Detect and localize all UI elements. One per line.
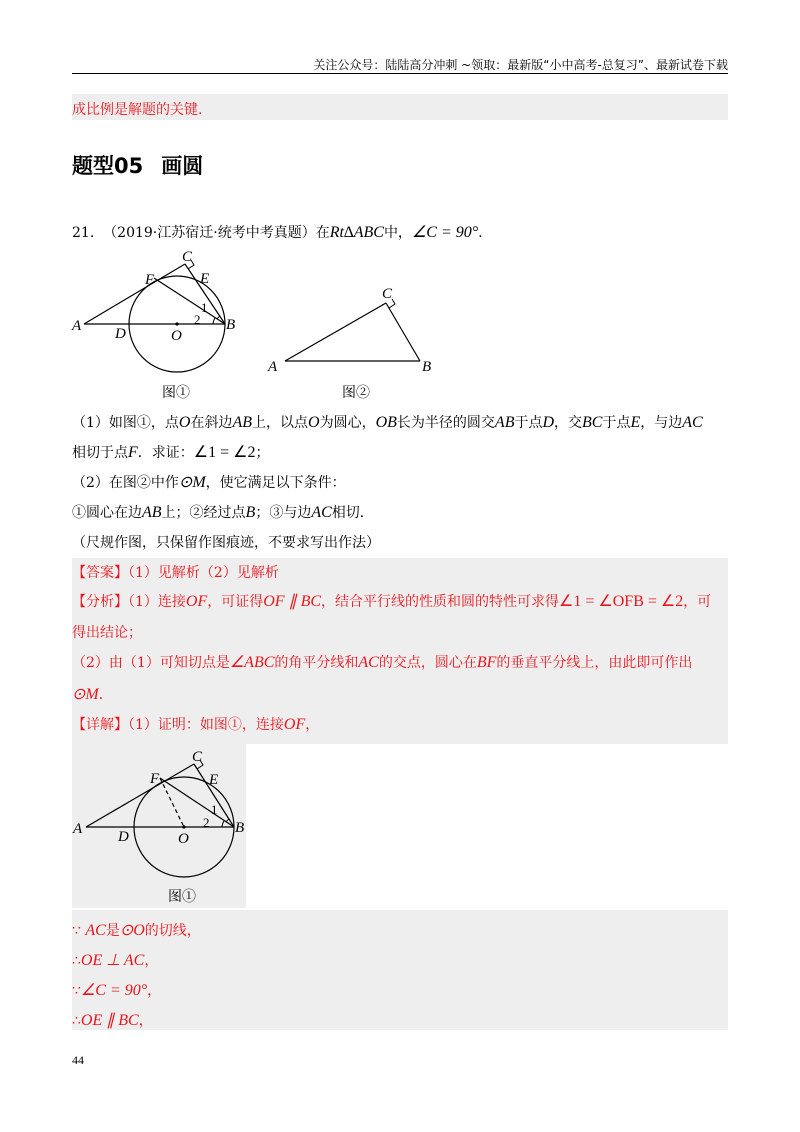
problem-mid: 中， [383,225,412,241]
q2-text: ，使它满足以下条件： [205,475,346,491]
q1-text: 上，以点 [252,415,309,431]
q1-math: OB [375,414,397,431]
step-symbol: ∴ [72,953,81,969]
fig1-label-E: E [200,271,210,287]
q1-text: 长为半径的圆交 [396,415,495,431]
q1-text: 于点 [602,415,631,431]
section-heading [72,150,203,180]
step-text: ， [138,1013,153,1029]
analysis-text: 的交点，圆心在 [378,655,477,671]
q1-math: AB [494,414,515,431]
copy-label-1: 1 [211,802,218,817]
question-1-line-1 [72,412,703,432]
q1-text: 于点 [514,415,543,431]
copy-label-E: E [209,772,219,788]
triangle-name: Rt∆ABC [329,224,384,241]
step-text: ， [144,953,159,969]
q2-math: AB [142,504,162,521]
q1-math: F [128,444,138,461]
step-math: ∠C = 90° [80,982,148,999]
detail-tag: 【详解】 [72,717,128,733]
step-line [72,1010,153,1030]
analysis-math: OF ∥ BC [263,593,322,610]
analysis-text: ，可证得 [207,594,264,610]
fig1-caption: 图① [162,386,190,401]
q1-text: 在斜边 [190,415,233,431]
q2-text: ；③与边 [255,505,312,521]
analysis-line-2: 得出结论； [72,625,142,641]
q1-text: ．求证： [137,445,194,461]
q1-text: ，与边 [640,415,683,431]
q1-math: ∠1 = ∠2 [193,444,256,461]
problem-end: . [478,225,483,241]
fig1-label-1: 1 [201,300,208,315]
q1-math: E [630,414,641,431]
analysis-math: OF [185,593,208,610]
fig1-label-A: A [72,318,82,334]
answer-tag: 【答案】 [72,565,128,581]
analysis-math: ⊙M [72,686,99,703]
analysis-text: （1）连接 [128,594,186,610]
step-symbol: ∵ [72,923,86,939]
analysis-text: 的角平分线和 [274,655,359,671]
q1-math: O [308,414,320,431]
fig1-label-D: D [115,326,126,342]
detail-math: OF [283,716,306,733]
fig1-label-O: O [171,328,182,344]
step-text: ， [147,983,162,999]
q1-text: ； [255,445,270,461]
fig1-label-C: C [182,249,193,265]
q2-text: （2）在图②中作 [72,475,179,491]
q2-math: ⊙M [178,474,206,491]
fig1-label-2: 2 [194,312,201,327]
q2-text: 上；②经过点 [161,505,246,521]
copy-label-O: O [178,831,189,847]
step-line [72,950,158,970]
fig1-label-B: B [226,317,236,333]
step-text: 的切线， [144,923,201,939]
step-math: AC [85,922,106,939]
question-2-line-1 [72,472,346,492]
copy-label-F: F [150,771,160,787]
section-label: 题型05 [72,154,144,178]
figure-2 [262,280,452,406]
copy-label-A: A [73,821,83,837]
step-line [72,980,161,1000]
analysis-tag: 【分析】 [72,594,128,610]
q1-text: （1）如图①，点 [72,415,179,431]
header-rule [72,73,728,74]
figure-1 [70,245,260,405]
section-title: 画圆 [161,154,204,178]
problem-statement [72,222,483,242]
q1-math: D [542,414,555,431]
copy-caption: 图① [168,890,196,905]
analysis-text: ，结合平行线的性质和圆的特性可求得 [321,594,560,610]
step-math: OE ∥ BC [80,1012,139,1029]
step-line [72,920,201,940]
q1-math: O [178,414,191,431]
fig1-label-F: F [145,272,155,288]
answer-text: （1）见解析（2）见解析 [128,565,279,581]
step-symbol: ∵ [72,983,81,999]
fig2-label-B: B [422,359,432,375]
copy-label-D: D [118,829,129,845]
fig2-caption: 图② [342,386,370,401]
analysis-math: ∠1 = ∠OFB = ∠2 [559,593,684,610]
fig2-label-A: A [268,359,278,375]
step-math: ⊙O [119,922,145,939]
analysis-math: AC [358,654,379,671]
q2-math: AC [311,504,332,521]
step-text: 是 [105,923,120,939]
copy-label-C: C [192,749,203,765]
q1-text: ，交 [554,415,583,431]
question-1-line-2 [72,442,270,462]
step-symbol: ∴ [72,1013,81,1029]
q1-math: AB [232,414,253,431]
fig2-label-C: C [382,286,393,302]
q1-text: 相切于点 [72,445,128,461]
analysis-text: （2）由（1）可知切点是 [72,655,230,671]
q2-text: ①圆心在边 [72,505,142,521]
problem-source: （2019·江苏宿迁·统考中考真题）在 [103,225,330,241]
analysis-text: ． [98,687,113,703]
analysis-math: ∠ABC [229,654,275,671]
right-angle: ∠C = 90° [411,224,479,241]
q1-text: 为圆心， [319,415,376,431]
question-2-line-2 [72,502,374,522]
step-math: OE ⊥ AC [80,952,145,969]
analysis-line-1 [72,591,711,611]
q2-text: 相切． [331,505,374,521]
intro-line: 成比例是解题的关键. [72,102,203,118]
q2-math: B [245,504,256,521]
question-2-line-3: （尺规作图，只保留作图痕迹，不要求写出作法） [72,535,380,551]
analysis-text: 的垂直平分线上，由此即可作出 [496,655,693,671]
analysis-line-3 [72,652,692,672]
page-number: 44 [72,1053,84,1067]
detail-text: ， [305,717,320,733]
figure-1-copy [72,744,246,908]
copy-label-2: 2 [203,815,210,830]
analysis-line-4 [72,684,113,704]
analysis-math: BF [476,654,497,671]
copy-label-B: B [235,820,245,836]
q1-math: BC [582,414,603,431]
analysis-text: ，可 [683,594,712,610]
page-header: 关注公众号：陆陆高分冲刺 ~领取：最新版“小中高考-总复习”、最新试卷下载 [313,58,728,72]
answer-line [72,562,279,582]
detail-line [72,714,319,734]
problem-number: 21. [72,225,95,241]
detail-text: （1）证明：如图①，连接 [128,717,284,733]
q1-math: AC [682,414,703,431]
